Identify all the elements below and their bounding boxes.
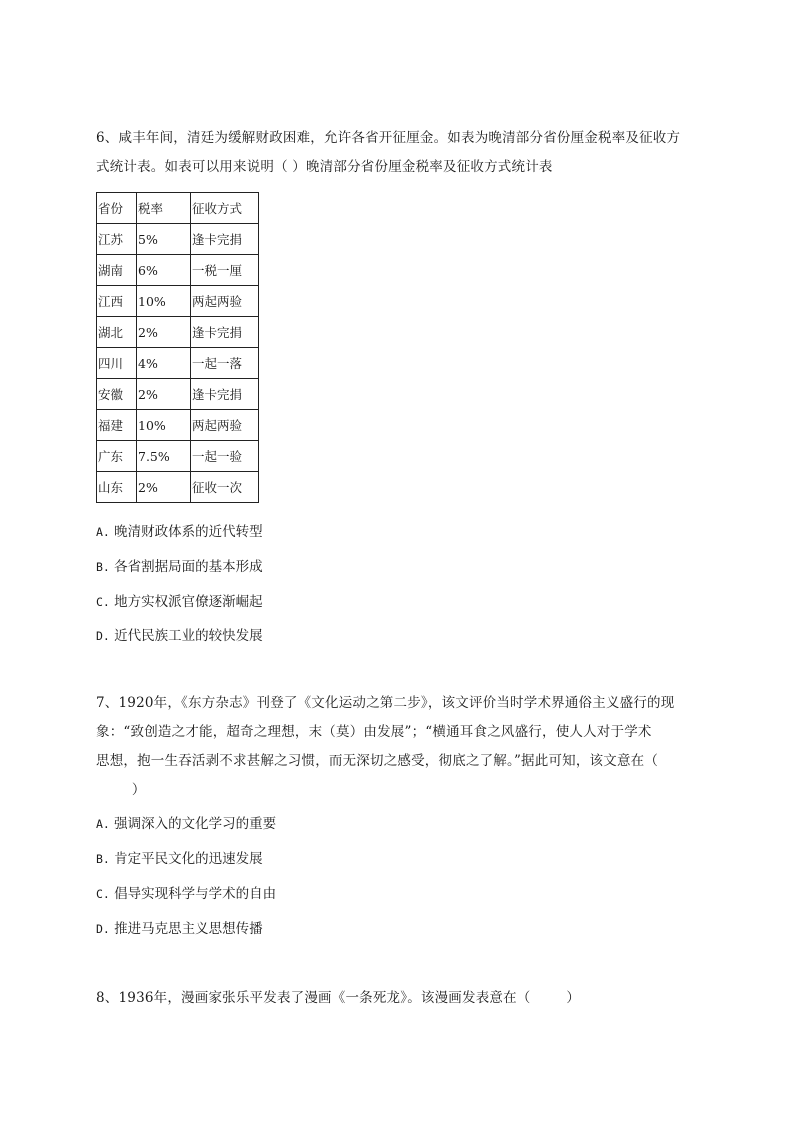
option-letter: A. bbox=[96, 817, 110, 831]
cell-rate: 7.5% bbox=[137, 441, 191, 472]
table-row bbox=[97, 441, 259, 472]
question-6-stem bbox=[96, 124, 696, 182]
cell-province: 山东 bbox=[97, 472, 137, 503]
cell-province: 四川 bbox=[97, 348, 137, 379]
option-letter: C. bbox=[96, 595, 110, 609]
question-6-line-1: 6、咸丰年间，清廷为缓解财政困难，允许各省开征厘金。如表为晚清部分省份厘金税率及征收方 bbox=[96, 130, 681, 146]
question-7-stem bbox=[96, 689, 696, 805]
table-header-row bbox=[97, 193, 259, 224]
cell-method: 两起两验 bbox=[191, 286, 259, 317]
table-row bbox=[97, 224, 259, 255]
option-letter: C. bbox=[96, 887, 110, 901]
cell-method: 两起两验 bbox=[191, 410, 259, 441]
cell-rate: 2% bbox=[137, 472, 191, 503]
question-7-line-1: 7、1920年，《东方杂志》刊登了《文化运动之第二步》，该文评价当时学术界通俗主义盛行的现 bbox=[96, 695, 675, 711]
option-text: 肯定平民文化的迅速发展 bbox=[114, 851, 263, 867]
option-letter: A. bbox=[96, 525, 110, 539]
cell-province: 湖北 bbox=[97, 317, 137, 348]
question-7-line-2: 象：“致创造之才能，超奇之理想，末（莫）由发展”；“横通耳食之风盛行，使人人对于学术 bbox=[96, 724, 652, 740]
cell-method: 逢卡完捐 bbox=[191, 379, 259, 410]
cell-rate: 5% bbox=[137, 224, 191, 255]
cell-method: 一起一落 bbox=[191, 348, 259, 379]
option-text: 晚清财政体系的近代转型 bbox=[114, 524, 263, 540]
header-collection-method: 征收方式 bbox=[191, 193, 259, 224]
cell-method: 征收一次 bbox=[191, 472, 259, 503]
option-text: 各省割据局面的基本形成 bbox=[114, 559, 263, 575]
cell-rate: 4% bbox=[137, 348, 191, 379]
cell-province: 福建 bbox=[97, 410, 137, 441]
cell-province: 湖南 bbox=[97, 255, 137, 286]
option-text: 地方实权派官僚逐渐崛起 bbox=[114, 594, 263, 610]
cell-rate: 10% bbox=[137, 410, 191, 441]
question-7-option-d[interactable] bbox=[96, 919, 263, 939]
question-7-line-4: ） bbox=[96, 782, 146, 798]
question-7-option-c[interactable] bbox=[96, 884, 276, 904]
cell-province: 江西 bbox=[97, 286, 137, 317]
question-6-option-d[interactable] bbox=[96, 626, 263, 646]
cell-rate: 2% bbox=[137, 379, 191, 410]
option-letter: D. bbox=[96, 629, 110, 643]
table-row bbox=[97, 317, 259, 348]
question-6-option-a[interactable] bbox=[96, 522, 263, 542]
question-7-line-3: 思想，抱一生吞活剥不求甚解之习惯，而无深切之感受，彻底之了解。”据此可知，该文意在（ bbox=[96, 753, 659, 769]
cell-method: 逢卡完捐 bbox=[191, 317, 259, 348]
option-text: 倡导实现科学与学术的自由 bbox=[114, 886, 277, 902]
cell-method: 逢卡完捐 bbox=[191, 224, 259, 255]
cell-method: 一税一厘 bbox=[191, 255, 259, 286]
table-row bbox=[97, 348, 259, 379]
table-row bbox=[97, 379, 259, 410]
option-letter: B. bbox=[96, 560, 110, 574]
question-7-option-a[interactable] bbox=[96, 814, 276, 834]
table-row bbox=[97, 472, 259, 503]
question-6-option-b[interactable] bbox=[96, 557, 263, 577]
option-text: 强调深入的文化学习的重要 bbox=[114, 816, 277, 832]
option-letter: B. bbox=[96, 852, 110, 866]
question-8-stem bbox=[96, 984, 696, 1013]
table-row bbox=[97, 255, 259, 286]
option-text: 近代民族工业的较快发展 bbox=[114, 628, 263, 644]
header-tax-rate: 税率 bbox=[137, 193, 191, 224]
cell-province: 江苏 bbox=[97, 224, 137, 255]
lijin-tax-table bbox=[96, 192, 259, 503]
cell-province: 安徽 bbox=[97, 379, 137, 410]
cell-rate: 2% bbox=[137, 317, 191, 348]
question-6-option-c[interactable] bbox=[96, 592, 263, 612]
cell-method: 一起一验 bbox=[191, 441, 259, 472]
question-8-line-1: 8、1936年，漫画家张乐平发表了漫画《一条死龙》。该漫画发表意在（ ） bbox=[96, 990, 581, 1006]
cell-rate: 6% bbox=[137, 255, 191, 286]
option-letter: D. bbox=[96, 922, 110, 936]
question-6-line-2: 式统计表。如表可以用来说明（ ）晚清部分省份厘金税率及征收方式统计表 bbox=[96, 159, 553, 175]
table-row bbox=[97, 286, 259, 317]
table-row bbox=[97, 410, 259, 441]
header-province: 省份 bbox=[97, 193, 137, 224]
cell-rate: 10% bbox=[137, 286, 191, 317]
option-text: 推进马克思主义思想传播 bbox=[114, 921, 263, 937]
cell-province: 广东 bbox=[97, 441, 137, 472]
question-7-option-b[interactable] bbox=[96, 849, 263, 869]
